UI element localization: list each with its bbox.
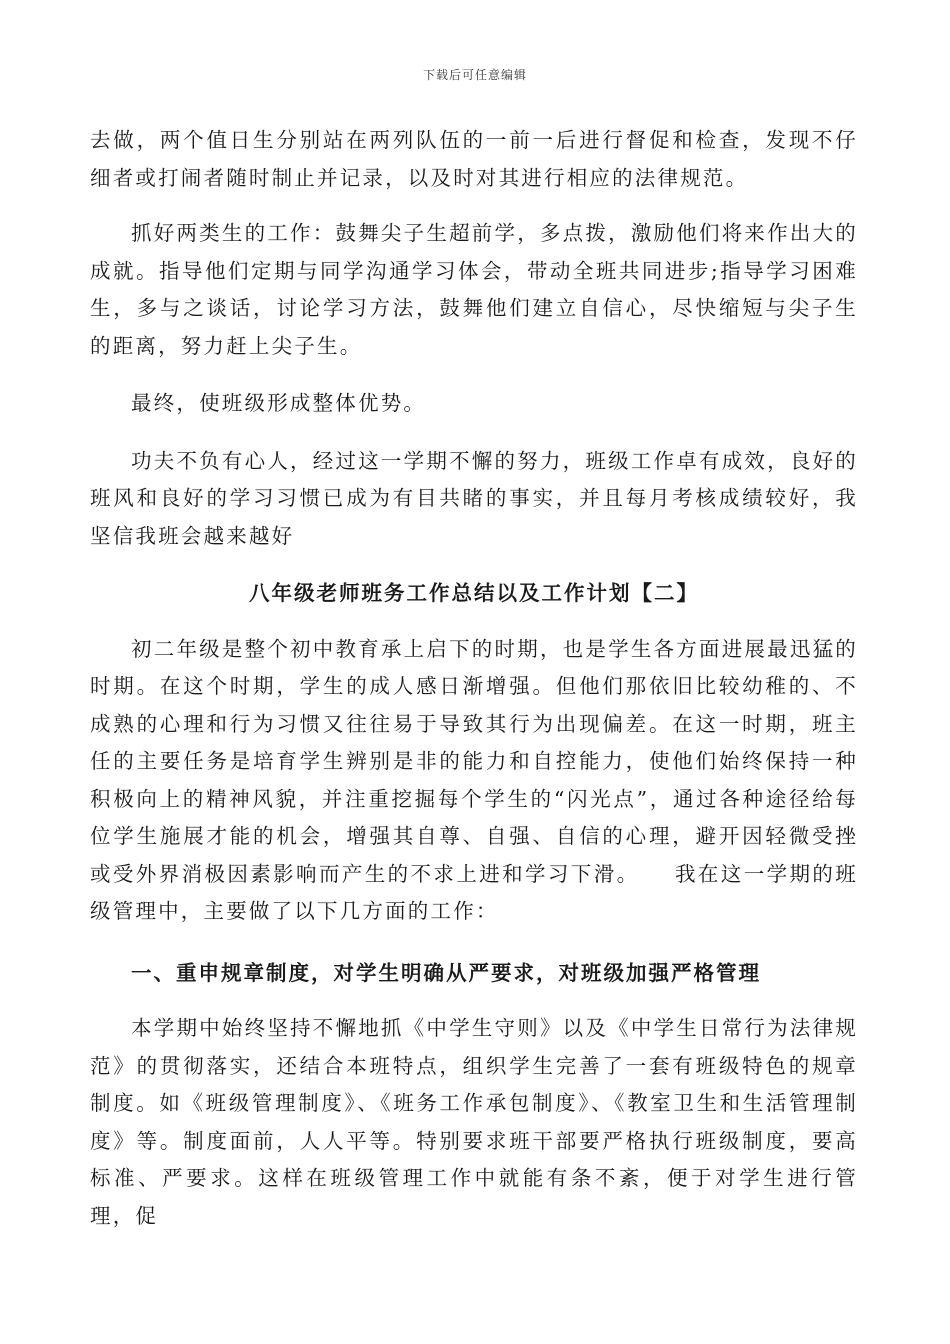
- paragraph-conclusion: 功夫不负有心人，经过这一学期不懈的努力，班级工作卓有成效，良好的班风和良好的学习习惯已成为有目共睹的事实，并且每月考核成绩较好，我坚信我班会越来越好: [90, 448, 858, 548]
- section-title: 八年级老师班务工作总结以及工作计划【二】: [249, 581, 699, 605]
- paragraph-continuation: 去做，两个值日生分别站在两列队伍的一前一后进行督促和检查，发现不仔细者或打闹者随时制止并记录，以及时对其进行相应的法律规范。: [90, 128, 858, 190]
- paragraph-two-types-students: 抓好两类生的工作：鼓舞尖子生超前学，多点拨，激励他们将来作出大的成就。指导他们定期与同学沟通学习体会，带动全班共同进步;指导学习困难生，多与之谈话，讨论学习方法，鼓舞他们建立自信心，尽快缩短与尖子生的距离，努力赶上尖子生。: [90, 221, 858, 358]
- page-header: 下载后可任意编辑: [422, 68, 527, 82]
- paragraph-grade-eight-intro: 初二年级是整个初中教育承上启下的时期，也是学生各方面进展最迅猛的时期。在这个时期，学生的成人感日渐增强。但他们那依旧比较幼稚的、不成熟的心理和行为习惯又往往易于导致其行为出现偏差。在这一时期，班主任的主要任务是培育学生辨别是非的能力和自控能力，使他们始终保持一种积极向上的精神风貌，并注重挖掘每个学生的“闪光点”，通过各种途径给每位学生施展才能的机会，增强其自尊、自强、自信的心理，避开因轻微受挫 或受外界消极因素影响而产生的不求上进和学习下滑。 我在这一学期的班级管理中，主要做了以下几方面的工作：: [90, 636, 904, 923]
- section-heading-rules: 一、重申规章制度，对学生明确从严要求，对班级加强严格管理: [131, 960, 761, 985]
- paragraph-rules-detail: 本学期中始终坚持不懈地抓《中学生守则》以及《中学生日常行为法律规范》的贯彻落实，还结合本班特点，组织学生完善了一套有班级特色的规章制度。如《班级管理制度》、《班务工作承包制度》、《教室卫生和生活管理制度》等。制度面前，人人平等。特别要求班干部要严格执行班级制度，要高标准、严要求。这样在班级管理工作中就能有条不紊，便于对学生进行管理，促: [90, 1016, 858, 1228]
- document-body: [90, 122, 904, 1235]
- paragraph-overall-advantage: 最终，使班级形成整体优势。: [131, 391, 427, 415]
